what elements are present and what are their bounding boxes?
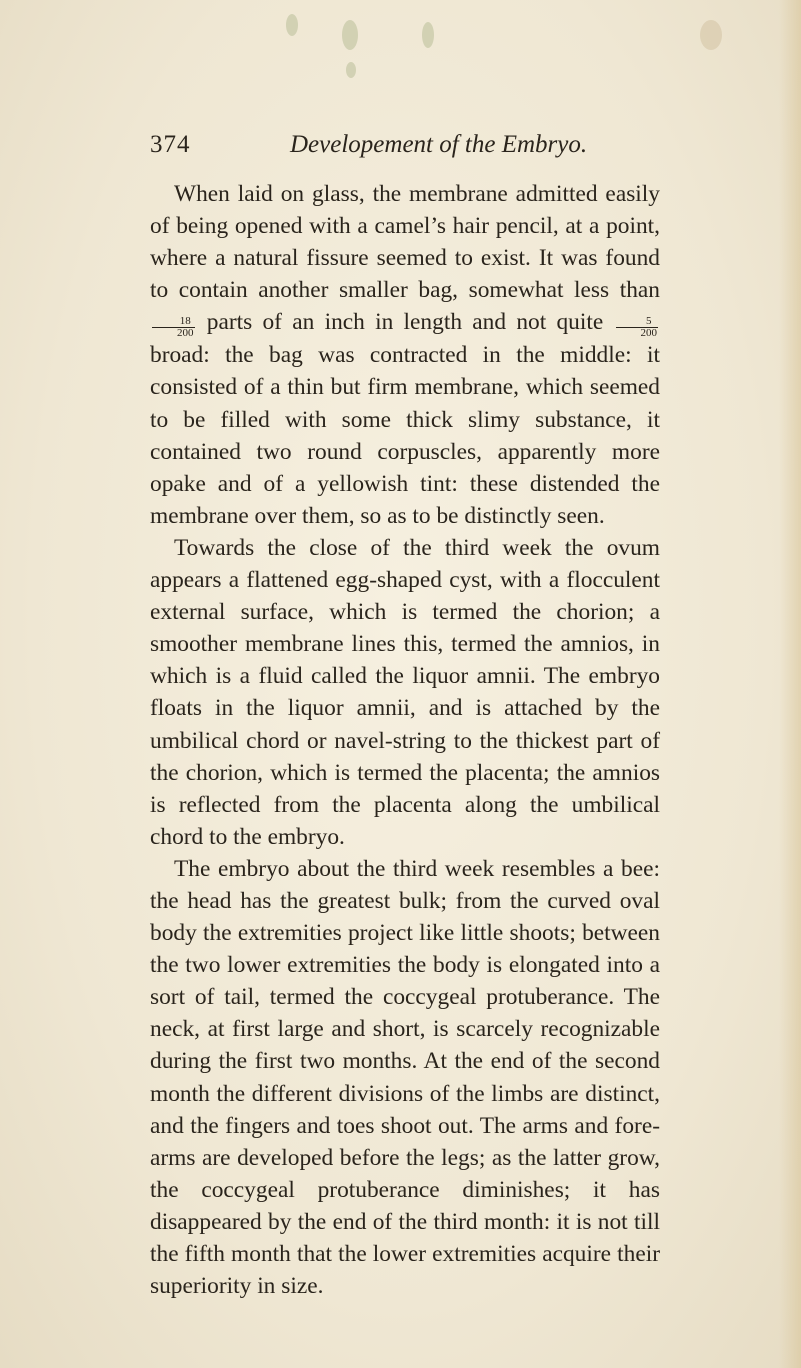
foxing-stain xyxy=(286,14,298,36)
page-number: 374 xyxy=(150,131,191,158)
fraction-breadth-numerator: 5 xyxy=(616,316,659,328)
paragraph-1-text-a: When laid on glass, the membrane admitted easily of being opened with a camel’s hair pencil, at a point, where a natural fissure seemed to exist. It was found to contain another smaller bag, somewhat less than xyxy=(150,181,660,304)
running-title: Developement of the Embryo. xyxy=(290,131,588,158)
foxing-stain xyxy=(422,22,434,48)
foxing-stain xyxy=(346,62,356,78)
paragraph-3: The embryo about the third week resembles a bee: the head has the greatest bulk; from the curved oval body the extremities project like little shoots; between the two lower extremities the body is elongated into a sort of tail, termed the coccygeal protuberance. The neck, at first large and short, is scarcely recognizable during the first two months. At the end of the second month the different divisions of the limbs are distinct, and the fingers and toes shoot out. The arms and fore-arms are developed before the legs; as the latter grow, the coccygeal protuberance diminishes; it has disappeared by the end of the third month: it is not till the fifth month that the lower extremities acquire their superiority in size. xyxy=(150,855,660,1300)
fraction-length-numerator: 18 xyxy=(152,316,195,328)
body-text xyxy=(150,178,660,1302)
fraction-length xyxy=(152,316,195,339)
paragraph-1 xyxy=(150,178,660,532)
foxing-stain xyxy=(342,20,358,50)
foxing-stain xyxy=(700,20,722,50)
paragraph-2: Towards the close of the third week the ovum appears a flattened egg-shaped cyst, with a flocculent external surface, which is termed the chorion; a smoother membrane lines this, termed the amnios, in which is a fluid called the liquor amnii. The embryo floats in the liquor amnii, and is attached by the umbilical chord or navel-string to the thickest part of the chorion, which is termed the placenta; the amnios is reflected from the placenta along the umbilical chord to the embryo. xyxy=(150,534,660,850)
paragraph-1-text-b: parts of an inch in length and not quite xyxy=(196,309,614,336)
page-header xyxy=(150,123,650,163)
paragraph-1-text-c: broad: the bag was contracted in the middle: it consisted of a thin but firm membrane, which seemed to be filled with some thick slimy substance, it contained two round corpuscles, apparently more opake and of a yellowish tint: these distended the membrane over them, so as to be distinctly seen. xyxy=(150,342,660,529)
page-edge-shadow xyxy=(779,0,801,1368)
fraction-breadth xyxy=(616,316,659,339)
fraction-length-denominator: 200 xyxy=(177,327,194,340)
fraction-breadth-denominator: 200 xyxy=(640,327,657,340)
